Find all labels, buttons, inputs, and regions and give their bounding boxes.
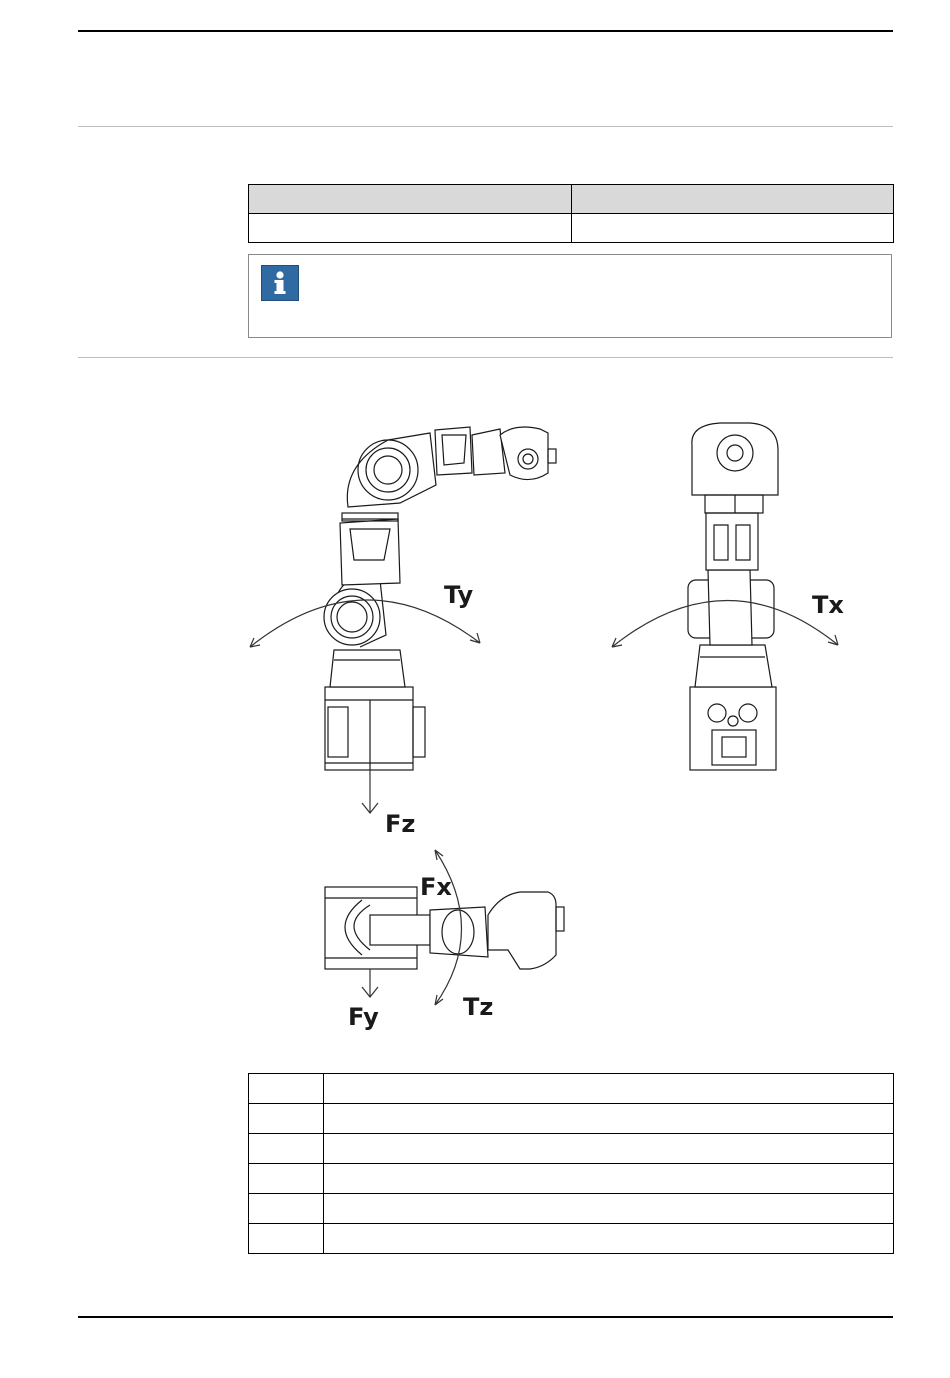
table-row [249,1134,894,1164]
legend-cell [249,1104,324,1134]
table-row [249,1194,894,1224]
info-icon [261,265,299,301]
table-row [249,1164,894,1194]
header-rule [78,30,893,32]
info-note-box [248,254,892,338]
fy-label: Fy [348,1003,379,1031]
spec-table [248,184,894,243]
spec-table-header-cell [249,185,572,214]
legend-cell [324,1104,894,1134]
robot-side-view [324,427,556,770]
legend-table [248,1073,894,1254]
legend-cell [249,1194,324,1224]
legend-cell [249,1224,324,1254]
legend-cell [324,1194,894,1224]
table-row [249,214,894,243]
fx-label: Fx [420,873,452,901]
table-row [249,1104,894,1134]
ty-label: Ty [444,581,474,609]
tz-label: Tz [463,993,494,1021]
legend-cell [324,1164,894,1194]
spec-table-header-cell [572,185,894,214]
spec-table-cell [572,214,894,243]
legend-cell [324,1134,894,1164]
robot-force-torque-figure [230,395,890,1055]
legend-cell [324,1074,894,1104]
spec-table-header-row [249,185,894,214]
legend-cell [249,1134,324,1164]
spec-table-cell [249,214,572,243]
robot-front-view [688,423,778,770]
section-divider-2 [78,357,893,358]
legend-cell [324,1224,894,1254]
fz-label: Fz [385,810,416,838]
legend-cell [249,1164,324,1194]
tx-label: Tx [812,591,844,619]
table-row [249,1224,894,1254]
footer-rule [78,1316,893,1318]
legend-cell [249,1074,324,1104]
section-divider-1 [78,126,893,127]
table-row [249,1074,894,1104]
